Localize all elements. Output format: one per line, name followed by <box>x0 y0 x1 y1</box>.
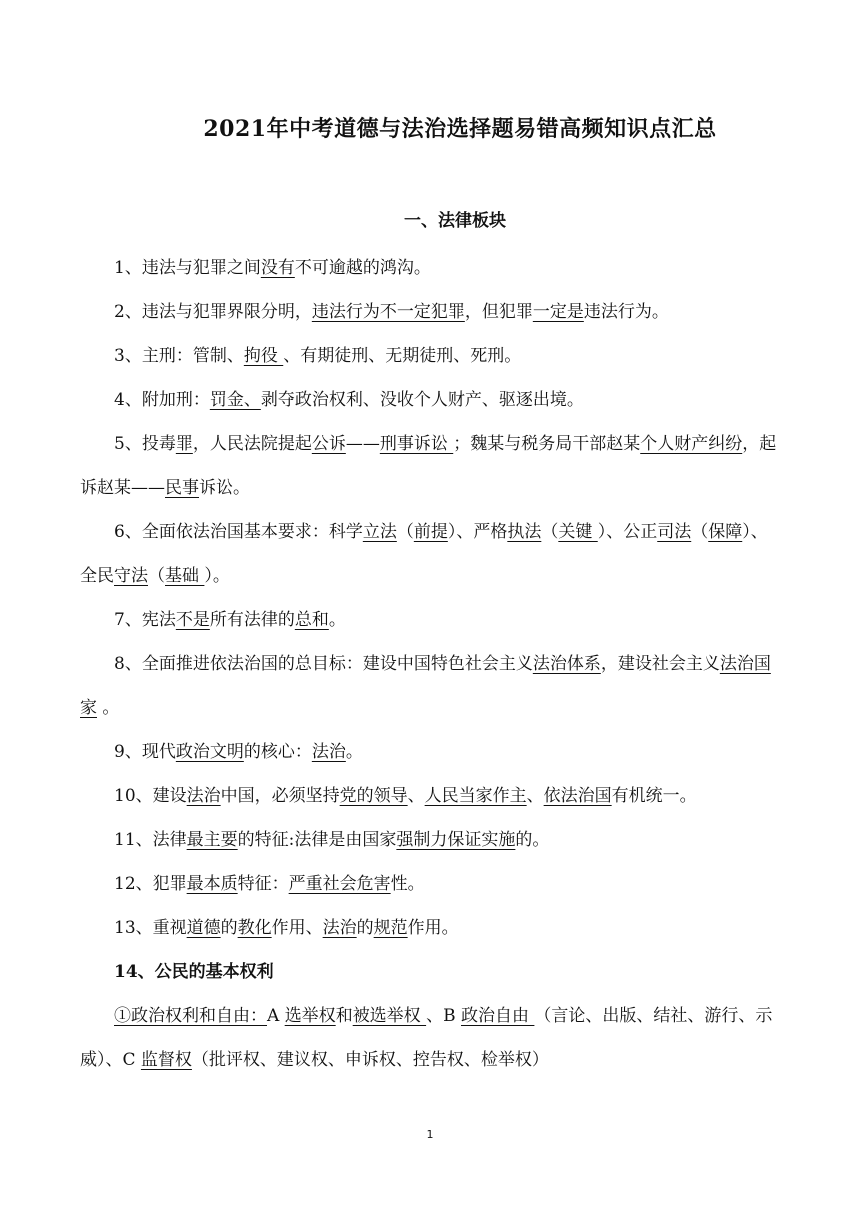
paragraph-7 <box>80 598 783 642</box>
text-run: ）。 <box>204 566 230 586</box>
text-run: 10、建设 <box>114 786 187 806</box>
text-run: （批评权、建议权、申诉权、控告权、检举权） <box>191 1050 549 1070</box>
text-run: 、 <box>526 786 544 806</box>
text-run: 13、重视 <box>114 918 187 938</box>
underlined-text: 法治国家 <box>80 654 771 718</box>
underlined-text: 规范 <box>373 918 408 938</box>
text-run: 的特征:法律是由国家 <box>237 830 397 850</box>
text-run: —— <box>345 434 380 454</box>
text-run: 7、宪法 <box>114 610 176 630</box>
text-run: 诉讼。 <box>199 478 250 498</box>
text-run: 5、投毒 <box>114 434 176 454</box>
underlined-text: 政治文明 <box>175 742 244 762</box>
text-run: 违法行为。 <box>583 302 669 322</box>
underlined-text: 法治体系 <box>532 654 601 674</box>
underlined-text: 执法 <box>507 522 542 542</box>
text-run: ，人民法院提起 <box>192 434 312 454</box>
text-run: 、有期徒刑、无期徒刑、死刑。 <box>283 346 522 366</box>
paragraph-8 <box>80 642 783 730</box>
underlined-text: 刑事诉讼 <box>379 434 454 454</box>
text-run: （ <box>148 566 165 586</box>
text-run: 不可逾越的鸿沟。 <box>294 258 431 278</box>
text-run: 和 <box>335 1006 353 1026</box>
paragraph-6 <box>80 510 783 598</box>
paragraph-11 <box>80 818 783 862</box>
underlined-text: 依法治国 <box>543 786 612 806</box>
underlined-text: 被选举权 <box>352 1006 427 1026</box>
underlined-text: 罚金、 <box>209 390 261 410</box>
text-run: 性。 <box>390 874 425 894</box>
underlined-text: 关键 <box>558 522 598 542</box>
text-run: 8、全面推进依法治国的总目标：建设中国特色社会主义 <box>114 654 533 674</box>
underlined-text: 拘役 <box>243 346 284 366</box>
underlined-text: 教化 <box>237 918 272 938</box>
paragraph-2 <box>80 290 783 334</box>
text-run: 、 <box>407 786 425 806</box>
text-run: 6、全面依法治国基本要求：科学 <box>114 522 363 542</box>
underlined-text: 最本质 <box>186 874 238 894</box>
underlined-text: ①政治权利和自由： <box>114 1006 267 1026</box>
text-run: ；魏某与税务局干部赵某 <box>453 434 641 454</box>
underlined-text: 党的领导 <box>339 786 408 806</box>
text-run: 作用、 <box>271 918 323 938</box>
text-run: 2、违法与犯罪界限分明， <box>114 302 312 322</box>
paragraph-3 <box>80 334 783 378</box>
text-run: 特征： <box>237 874 289 894</box>
paragraph-4 <box>80 378 783 422</box>
paragraph-1 <box>80 246 783 290</box>
text-run: 4、附加刑： <box>114 390 210 410</box>
text-run: ）、全民 <box>80 522 768 586</box>
underlined-text: 基础 <box>165 566 205 586</box>
text-run: 的 <box>356 918 374 938</box>
text-run: （ <box>691 522 709 542</box>
text-run: 的 <box>220 918 238 938</box>
underlined-text: 总和 <box>294 610 329 630</box>
paragraph-9 <box>80 730 783 774</box>
underlined-text: 不是 <box>175 610 210 630</box>
text-run: 的。 <box>515 830 550 850</box>
underlined-text: 司法 <box>657 522 692 542</box>
underlined-text: 强制力保证实施 <box>396 830 516 850</box>
text-run: ）、公正 <box>597 522 658 542</box>
text-run: 。 <box>345 742 363 762</box>
paragraph-13 <box>80 906 783 950</box>
text-run: 3、主刑：管制、 <box>114 346 244 366</box>
underlined-text: 道德 <box>186 918 221 938</box>
text-run: （ <box>541 522 559 542</box>
text-run: ，起诉赵某—— <box>80 434 777 498</box>
text-run: A <box>267 1006 285 1026</box>
underlined-text: 民事 <box>165 478 199 498</box>
text-run: 的核心： <box>243 742 312 762</box>
text-run: 12、犯罪 <box>114 874 187 894</box>
underlined-text: 政治自由 <box>461 1006 535 1026</box>
underlined-text: 法治 <box>311 742 346 762</box>
section-heading: 一、法律板块 <box>404 211 506 231</box>
text-run: 11、法律 <box>114 830 187 850</box>
underlined-text: 守法 <box>114 566 148 586</box>
text-run: ，但犯罪 <box>464 302 533 322</box>
underlined-text: 罪 <box>175 434 193 454</box>
text-run: （ <box>396 522 414 542</box>
underlined-text: 严重社会危害 <box>288 874 391 894</box>
underlined-text: 前提 <box>413 522 448 542</box>
text-run: 14、公民的基本权利 <box>114 962 274 982</box>
underlined-text: 法治 <box>186 786 221 806</box>
underlined-text: 公诉 <box>311 434 346 454</box>
text-run: 所有法律的 <box>209 610 295 630</box>
underlined-text: 人民当家作主 <box>424 786 527 806</box>
document-title: 2021年中考道德与法治选择题易错高频知识点汇总 <box>203 116 717 142</box>
text-run: 作用。 <box>407 918 459 938</box>
paragraph-14 <box>80 950 783 994</box>
page-number: 1 <box>426 1128 434 1141</box>
text-run: 有机统一。 <box>611 786 697 806</box>
text-run: ，建设社会主义 <box>600 654 720 674</box>
text-run: 9、现代 <box>114 742 176 762</box>
paragraph-15 <box>80 994 783 1082</box>
text-run: 。 <box>97 698 120 718</box>
document-body <box>80 246 783 1082</box>
paragraph-10 <box>80 774 783 818</box>
underlined-text: 保障 <box>708 522 743 542</box>
paragraph-5 <box>80 422 783 510</box>
text-run: 中国，必须坚持 <box>220 786 340 806</box>
underlined-text: 立法 <box>362 522 397 542</box>
text-run: ）、严格 <box>447 522 508 542</box>
underlined-text: 没有 <box>260 258 295 278</box>
underlined-text: 监督权 <box>140 1050 192 1070</box>
text-run: 1、违法与犯罪之间 <box>114 258 261 278</box>
underlined-text: 个人财产纠纷 <box>640 434 743 454</box>
text-run: 、B <box>426 1006 461 1026</box>
underlined-text: 最主要 <box>186 830 238 850</box>
text-run: （言论、出版、结社、游行、示威）、C <box>80 1006 773 1070</box>
underlined-text: 选举权 <box>284 1006 336 1026</box>
underlined-text: 法治 <box>322 918 357 938</box>
paragraph-12 <box>80 862 783 906</box>
underlined-text: 违法行为不一定犯罪 <box>311 302 465 322</box>
underlined-text: 一定是 <box>532 302 584 322</box>
text-run: 。 <box>328 610 346 630</box>
text-run: 剥夺政治权利、没收个人财产、驱逐出境。 <box>260 390 584 410</box>
